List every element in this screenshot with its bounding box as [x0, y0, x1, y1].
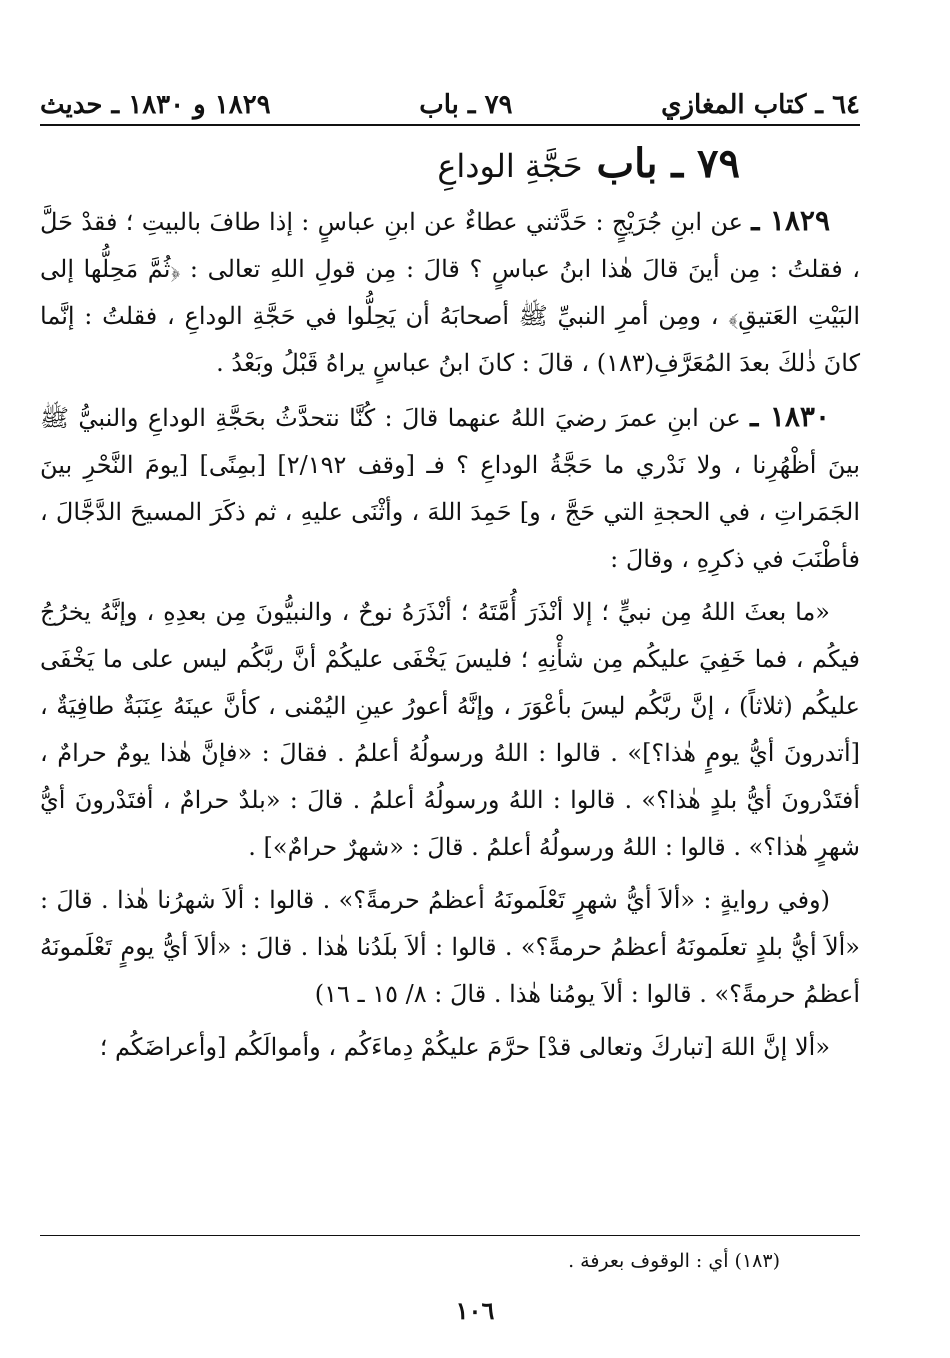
hadith-1829: [40, 197, 860, 387]
header-hadith-range: ١٨٢٩ و ١٨٣٠ ـ حديث: [40, 90, 271, 120]
hadith-text: عن ابنِ عمرَ رضيَ اللهُ عنهما قالَ : كُنَّا نتحدَّثُ بحَجَّةِ الوداعِ والنبيُّ ﷺ بينَ أظْهُرِنا ، ولا نَدْري ما حَجَّةُ الوداعِ ؟ فـ [وقف ٢/١٩٢] [بمِنًى] [يومَ النَّحْرِ بينَ الجَمَراتِ ، في الحجةِ التي حَجَّ ، و] حَمِدَ اللهَ ، وأثْنَى عليهِ ، ثم ذكَرَ المسيحَ الدَّجَّالَ ، فأطْنَبَ في ذكرِهِ ، وقالَ :: [40, 404, 861, 573]
body-text: [40, 197, 860, 1071]
footnote: (١٨٣) أي : الوقوف بعرفة .: [568, 1250, 780, 1272]
running-header: [40, 90, 860, 126]
hadith-1830: [40, 393, 860, 583]
page-number: ١٠٦: [455, 1296, 495, 1325]
header-book-title: ٦٤ ـ كتاب المغازي: [661, 90, 860, 120]
hadith-variant-narration: [40, 877, 860, 1018]
hadith-text: «ألا إنَّ اللهَ [تباركَ وتعالى قدْ] حرَّمَ عليكُمْ دِماءَكُم ، وأموالَكُم [وأعراضَكُم ؛: [99, 1033, 830, 1061]
hadith-text: (وفي روايةٍ : «ألاَ أيُّ شهرٍ تَعْلَمونَهُ أعظمُ حرمةً؟» . قالوا : ألاَ شهرُنا هٰذا . قالَ : «ألاَ أيُّ بلدٍ تعلَمونَهُ أعظمُ حرمةً؟» . قالوا : ألاَ بلَدُنا هٰذا . قالَ : «ألاَ أيُّ يومٍ تَعْلَمونَهُ أعظمُ حرمةً؟» . قالوا : ألاَ يومُنا هٰذا . قالَ : ٨/ ١٥ ـ ١٦): [40, 886, 860, 1008]
hadith-sermon: [40, 589, 860, 871]
hadith-continuation: [40, 1024, 860, 1071]
page: [40, 90, 860, 1077]
header-chapter: ٧٩ ـ باب: [419, 90, 513, 120]
hadith-text: «ما بعثَ اللهُ مِن نبيٍّ ؛ إلا أنْذَرَ أُمَّتَهُ ؛ أنْذَرَهُ نوحٌ ، والنبيُّونَ مِن بعدِهِ ، وإنَّهُ يخرُجُ فيكُم ، فما خَفِيَ عليكُم مِن شأْنِهِ ؛ فليسَ يَخْفَى عليكُمْ أنَّ ربَّكُم ليس على ما يَخْفَى عليكُم (ثلاثاً) ، إنَّ ربَّكُم ليسَ بأعْوَرَ ، وإنَّهُ أعورُ عينِ اليُمْنى ، كأنَّ عينَهُ عِنَبَةٌ طافِيَةٌ ، [أتدرونَ أيُّ يومٍ هٰذا؟]» . قالوا : اللهُ ورسولُهُ أعلمُ . فقالَ : «فإنَّ هٰذا يومٌ حرامٌ ، أفتَدْرونَ أيُّ بلدٍ هٰذا؟» . قالوا : اللهُ ورسولُهُ أعلمُ . قالَ : «بلدٌ حرامٌ ، أفتَدْرونَ أيُّ شهرٍ هٰذا؟» . قالوا : اللهُ ورسولُهُ أعلمُ . قالَ : «شهرٌ حرامٌ»] .: [40, 598, 860, 861]
chapter-heading: [40, 140, 740, 187]
hadith-text: عن ابنِ جُرَيْجٍ : حَدَّثني عطاءٌ عن ابنِ عباسٍ : إذا طافَ بالبيتِ ؛ فقدْ حَلَّ ، فقلتُ : مِن أينَ قالَ هٰذا ابنُ عباسٍ ؟ قالَ : مِن قولِ اللهِ تعالى : ﴿ثُمَّ مَحِلُّها إلى البَيْتِ العَتيقِ﴾ ، ومِن أمرِ النبيِّ ﷺ أصحابَهُ أن يَحِلُّوا في حَجَّةِ الوداعِ ، فقلتُ : إنَّما كانَ ذٰلكَ بعدَ المُعَرَّفِ(١٨٣) ، قالَ : كانَ ابنُ عباسٍ يراهُ قَبْلُ وبَعْدُ .: [40, 208, 861, 377]
chapter-title: حَجَّةِ الوداعِ: [437, 147, 583, 185]
chapter-number: ٧٩ ـ باب: [596, 140, 740, 187]
hadith-number: ١٨٢٩ ـ: [751, 204, 830, 237]
hadith-number: ١٨٣٠ ـ: [750, 400, 830, 433]
footnote-divider: [40, 1235, 860, 1236]
